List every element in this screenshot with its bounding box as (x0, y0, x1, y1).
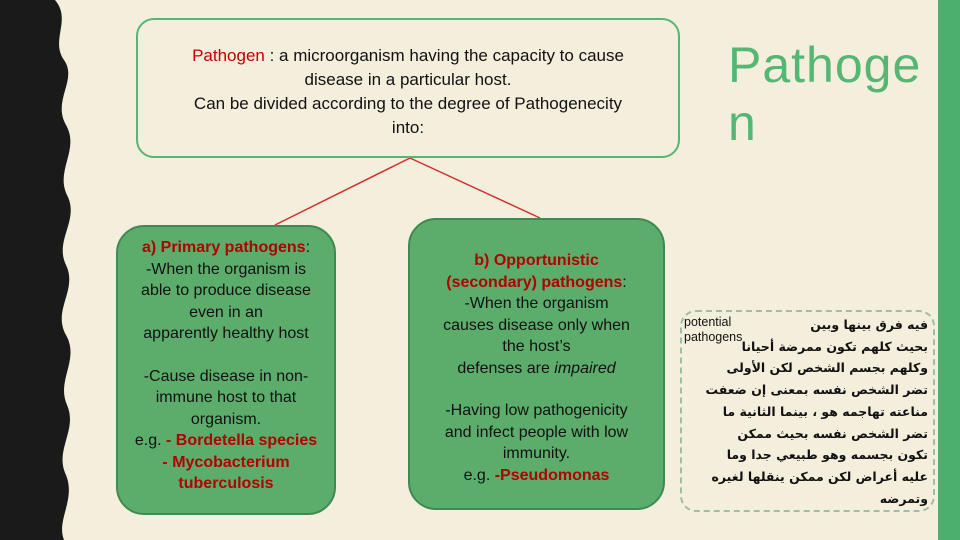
pathogen-term: Pathogen (192, 46, 265, 65)
opportunistic-heading-2: (secondary) pathogens: (446, 273, 627, 291)
opportunistic-line-7: immunity. (502, 445, 571, 462)
primary-line-6: immune host to that (155, 389, 297, 406)
primary-line-5: -Cause disease in non- (143, 367, 309, 385)
opportunistic-example: e.g. -Pseudomonas (463, 466, 610, 484)
opportunistic-line-6: and infect people with low (444, 423, 629, 441)
arabic-note-line: وتمرضه (879, 490, 928, 506)
primary-line-7: organism. (190, 410, 262, 428)
arabic-note-line: فيه فرق بينها وبين (810, 317, 928, 332)
arabic-note-line: تضر الشخص نفسه بمعنى إن ضعفت (705, 382, 928, 398)
opportunistic-line-1: -When the organism (464, 295, 609, 312)
primary-example-3: tuberculosis (178, 475, 274, 492)
primary-line-1: -When the organism is (145, 260, 307, 278)
slide-title-line-1: Pathoge (728, 37, 922, 93)
primary-line-2: able to produce disease (141, 282, 311, 299)
arabic-note-line: بحيث كلهم تكون ممرضة أحيانا (741, 338, 928, 354)
arabic-note-line: تضر الشخص نفسه بحيث ممكن (737, 425, 928, 441)
torn-paper-edge (0, 0, 80, 540)
definition-line-4: into: (391, 118, 425, 137)
arabic-note-line: وكلهم بجسم الشخص لكن الأولى (726, 360, 928, 376)
opportunistic-line-2: causes disease only when (443, 316, 630, 334)
slide-title (728, 36, 938, 152)
definition-line-2: disease in a particular host. (304, 70, 512, 89)
primary-line-4: apparently healthy host (143, 325, 309, 342)
opportunistic-line-3: the host’s (502, 338, 571, 355)
arabic-note-line: تكون بجسمه وهو طبيعي جدا وما (726, 447, 928, 463)
note-english-terms: potential pathogens (684, 315, 743, 344)
definition-line-3: Can be divided according to the degree of Pathogenecity (193, 94, 623, 113)
primary-example-1: e.g. - Bordetella species (134, 432, 318, 449)
primary-line-3: even in an (189, 303, 263, 321)
primary-example-2: - Mycobacterium (162, 453, 290, 471)
accent-bar (938, 0, 960, 540)
arabic-note-line: مناعته تهاجمه هو ، بينما الثانية ما (722, 403, 928, 419)
definition-line-1: Pathogen : a microorganism having the capacity to cause (192, 46, 624, 65)
opportunistic-pathogens-box (408, 218, 665, 510)
arabic-note-line: عليه أعراض لكن ممكن ينقلها لغيره (711, 468, 928, 484)
slide-title-line-2: n (728, 95, 757, 151)
opportunistic-line-4: defenses are impaired (457, 359, 616, 377)
primary-heading: a) Primary pathogens: (141, 239, 311, 256)
definition-box (136, 18, 680, 158)
primary-pathogens-box (116, 225, 336, 515)
opportunistic-line-5: -Having low pathogenicity (445, 402, 628, 419)
opportunistic-heading-1: b) Opportunistic (474, 252, 599, 269)
arabic-note-text (700, 314, 928, 509)
